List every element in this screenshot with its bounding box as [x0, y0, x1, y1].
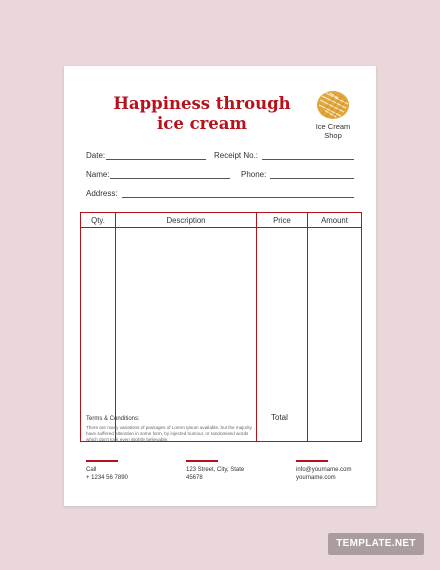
logo-text: [300, 122, 366, 140]
date-label: Date:: [86, 151, 106, 160]
footer-phone: + 1234 56 7890: [86, 475, 128, 481]
address-label: Address:: [86, 189, 118, 198]
receipt-no-line[interactable]: [262, 159, 354, 160]
footer-address: [186, 466, 244, 482]
template-net-watermark: TEMPLATE.NET: [328, 533, 424, 555]
footer-bar-call: [86, 460, 118, 462]
qty-cell[interactable]: [81, 228, 116, 442]
logo-text-line-1: Ice Cream: [315, 122, 351, 131]
name-label: Name:: [86, 170, 110, 179]
col-price: Price: [257, 213, 308, 228]
total-label: Total: [271, 413, 288, 422]
date-line[interactable]: [106, 159, 206, 160]
title-line-1: Happiness through: [113, 94, 291, 113]
items-table: [80, 212, 362, 442]
table-header-row: [81, 213, 362, 228]
receipt-no-label: Receipt No.:: [214, 151, 259, 160]
title-line-2: ice cream: [157, 114, 247, 133]
footer-website: yourname.com: [296, 475, 336, 481]
receipt-title: [112, 94, 292, 134]
col-description: Description: [116, 213, 257, 228]
price-cell[interactable]: [257, 228, 308, 442]
footer-call-label: Call: [86, 467, 97, 473]
address-line[interactable]: [122, 197, 354, 198]
phone-label: Phone:: [241, 170, 267, 179]
footer-address-line-1: 123 Street, City, State: [186, 467, 245, 473]
footer-email: info@yourname.com: [296, 467, 352, 473]
terms-text: There are many variations of passages of Lorem Ipsum available, but the majority have suffered alteration in some form, by injected humour, or randomised words which don't look even slightly believable.: [86, 425, 252, 442]
col-qty: Qty.: [81, 213, 116, 228]
footer-contact: [296, 466, 351, 482]
footer-bar-email: [296, 460, 328, 462]
footer-bar-address: [186, 460, 218, 462]
name-line[interactable]: [110, 178, 230, 179]
logo-text-line-2: Shop: [324, 131, 342, 140]
table-body-row: [81, 228, 362, 442]
ice-cream-logo-icon: [316, 90, 350, 120]
amount-cell[interactable]: [308, 228, 362, 442]
receipt-paper: [64, 66, 376, 506]
footer-call: [86, 466, 128, 482]
col-amount: Amount: [308, 213, 362, 228]
description-cell[interactable]: [116, 228, 257, 442]
terms-title: Terms & Conditions:: [86, 416, 140, 422]
phone-line[interactable]: [270, 178, 354, 179]
footer-address-line-2: 45678: [186, 475, 203, 481]
